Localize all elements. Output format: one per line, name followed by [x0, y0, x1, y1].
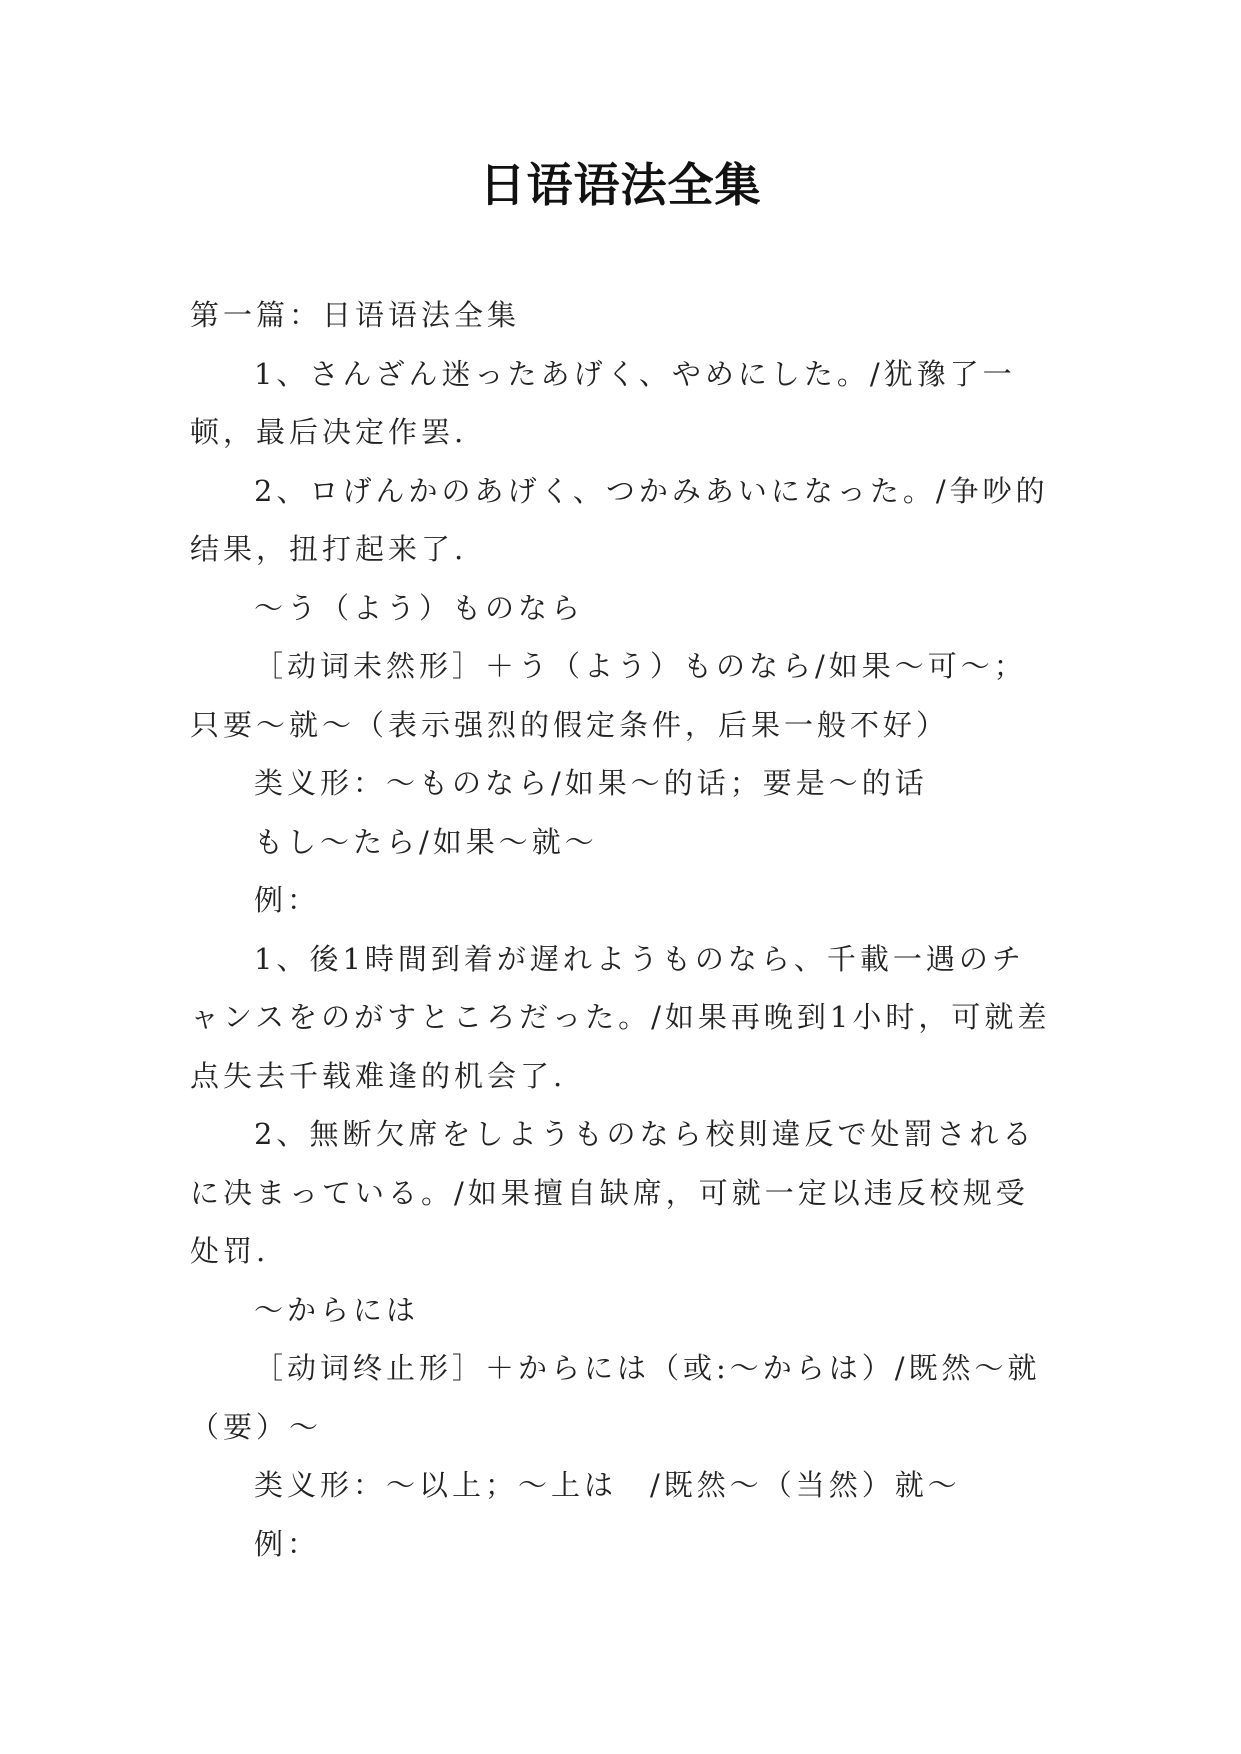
- paragraph: 类义形：～ものなら/如果～的话；要是～的话: [254, 766, 928, 800]
- document-body: [190, 286, 1056, 1573]
- paragraph: 1、さんざん迷ったあげく、やめにした。/犹豫了一顿，最后决定作罢.: [190, 356, 1016, 449]
- paragraph: 第一篇：日语语法全集: [190, 298, 521, 332]
- paragraph: ［动词未然形］＋う（よう）ものなら/如果～可～；只要～就～（表示强烈的假定条件，后果一般不好）: [190, 649, 1027, 742]
- paragraph: 例：: [254, 1526, 321, 1561]
- paragraph: 2、無断欠席をしようものなら校則違反で处罰されるに决まっている。/如果擅自缺席，可就一定以违反校规受处罚.: [190, 1117, 1036, 1268]
- paragraph: 类义形：～以上；～上は /既然～（当然）就～: [254, 1468, 961, 1502]
- paragraph: 例：: [254, 883, 321, 917]
- paragraph: ～う（よう）ものなら: [254, 590, 585, 625]
- paragraph: ～からには: [254, 1292, 420, 1327]
- paragraph: 2、ロげんかのあげく、つかみあいになった。/争吵的结果，扭打起来了.: [190, 473, 1049, 566]
- paragraph: 1、後1時間到着が遅れようものなら、千載一遇のチャンスをのがすところだった。/如果再晚到1小时，可就差点失去千载难逢的机会了.: [190, 941, 1051, 1093]
- paragraph: ［动词终止形］＋からには（或:～からは）/既然～就（要）～: [190, 1351, 1041, 1444]
- paragraph: もし～たら/如果～就～: [254, 824, 598, 859]
- document-title: 日语语法全集: [479, 158, 762, 212]
